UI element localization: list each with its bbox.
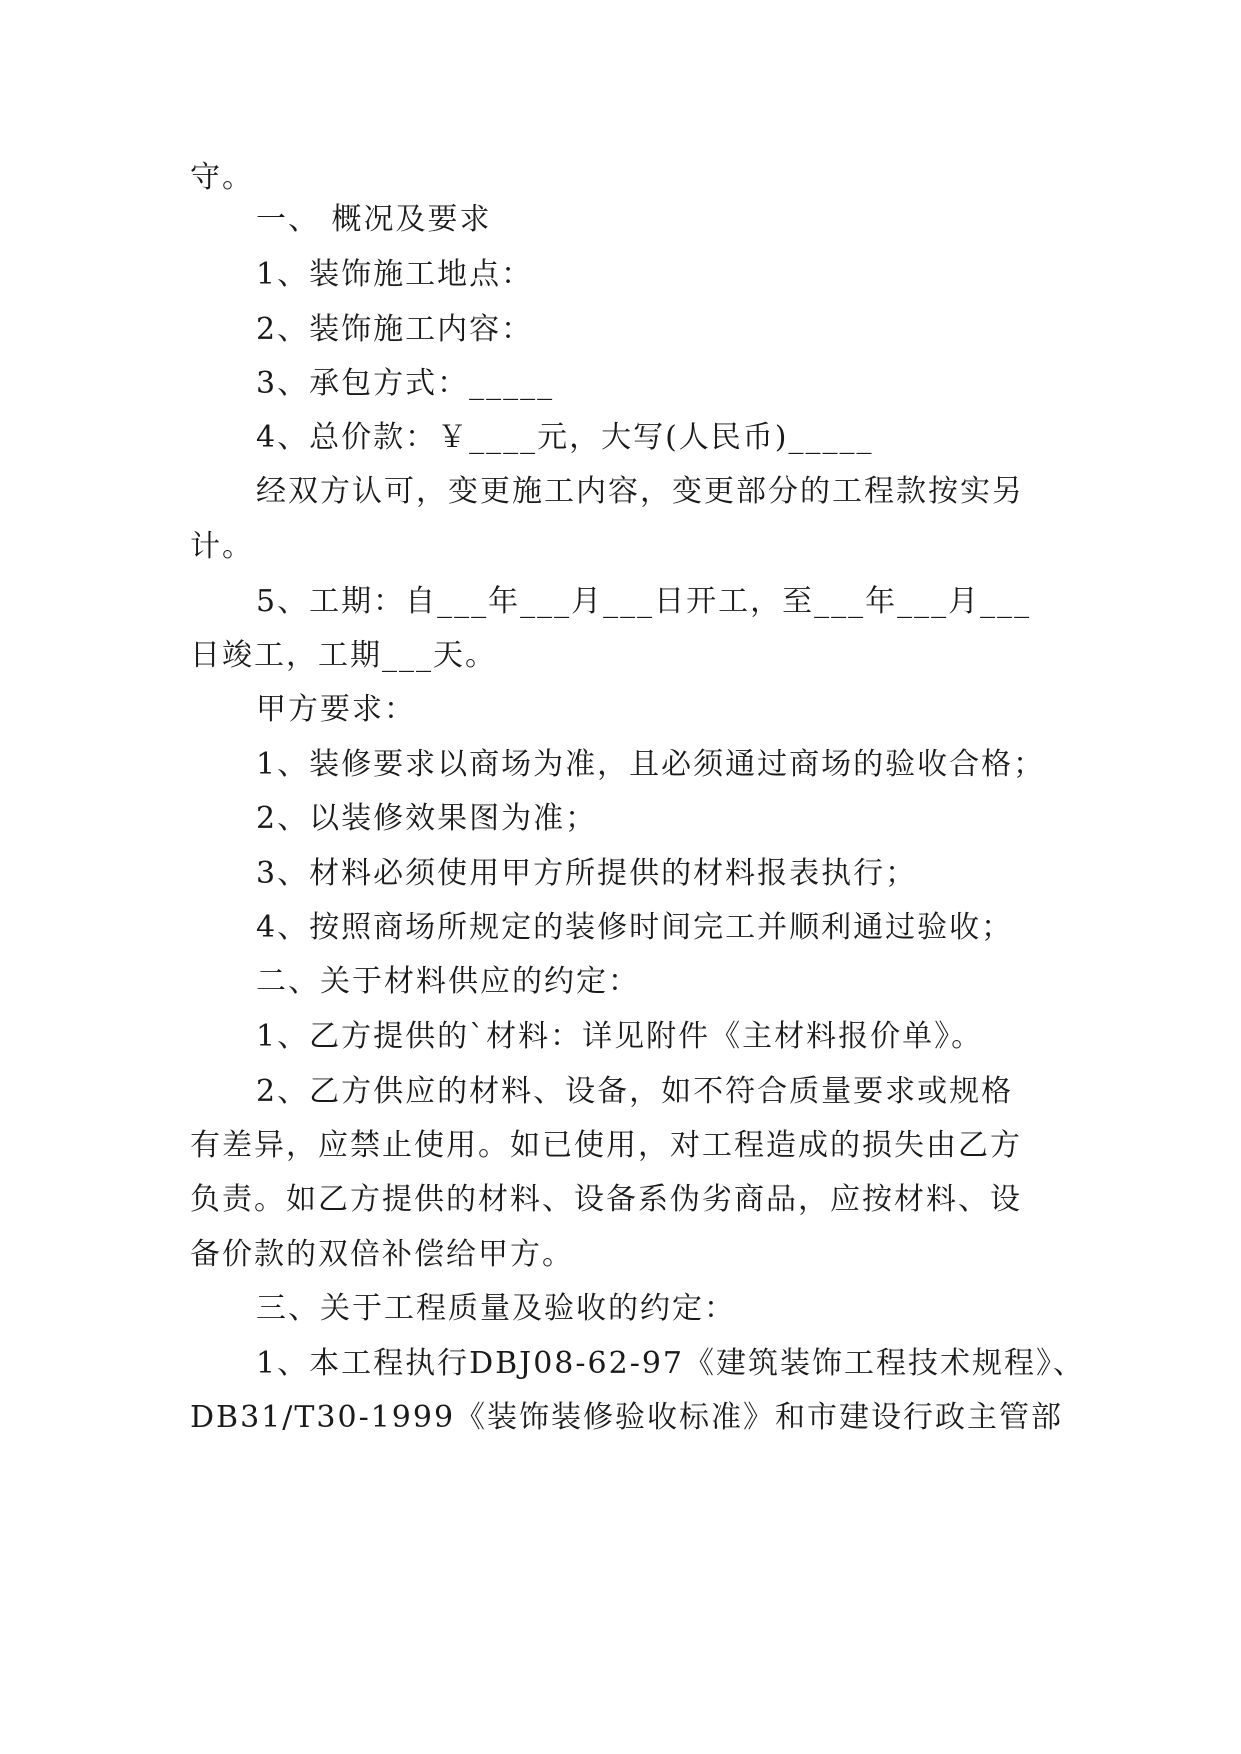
list-item: 1、装饰施工地点： — [256, 257, 534, 292]
list-item: 2、乙方供应的材料、设备，如不符合质量要求或规格 — [256, 1074, 1014, 1109]
list-item: 1、装修要求以商场为准，且必须通过商场的验收合格； — [256, 747, 1046, 782]
paragraph-line: 守。 — [190, 160, 254, 195]
paragraph-line: 负责。如乙方提供的材料、设备系伪劣商品，应按材料、设 — [190, 1182, 1022, 1217]
section-heading: 二、关于材料供应的约定： — [256, 964, 640, 999]
list-item: 5、工期：自___年___月___日开工，至___年___月___ — [256, 584, 1032, 619]
paragraph-line: DB31/T30-1999《装饰装修验收标准》和市建设行政主管部 — [190, 1400, 1064, 1435]
list-item: 4、按照商场所规定的装修时间完工并顺利通过验收； — [256, 910, 1014, 945]
list-item: 1、乙方提供的`材料：详见附件《主材料报价单》。 — [256, 1019, 984, 1054]
section-heading: 一、 概况及要求 — [256, 202, 492, 237]
paragraph-line: 计。 — [190, 529, 254, 564]
list-item: 3、承包方式：_____ — [256, 366, 555, 401]
list-item: 3、材料必须使用甲方所提供的材料报表执行； — [256, 856, 918, 891]
section-heading: 甲方要求： — [256, 692, 416, 727]
list-item: 1、本工程执行DBJ08-62-97《建筑装饰工程技术规程》、 — [256, 1346, 1086, 1381]
list-item: 4、总价款：￥____元，大写(人民币)_____ — [256, 420, 874, 455]
paragraph-line: 备价款的双倍补偿给甲方。 — [190, 1237, 574, 1272]
paragraph-line: 经双方认可，变更施工内容，变更部分的工程款按实另 — [256, 474, 1024, 509]
section-heading: 三、关于工程质量及验收的约定： — [256, 1291, 736, 1326]
list-item: 2、以装修效果图为准； — [256, 801, 598, 836]
list-item: 2、装饰施工内容： — [256, 312, 534, 347]
paragraph-line: 日竣工，工期___天。 — [190, 638, 497, 673]
paragraph-line: 有差异，应禁止使用。如已使用，对工程造成的损失由乙方 — [190, 1128, 1022, 1163]
